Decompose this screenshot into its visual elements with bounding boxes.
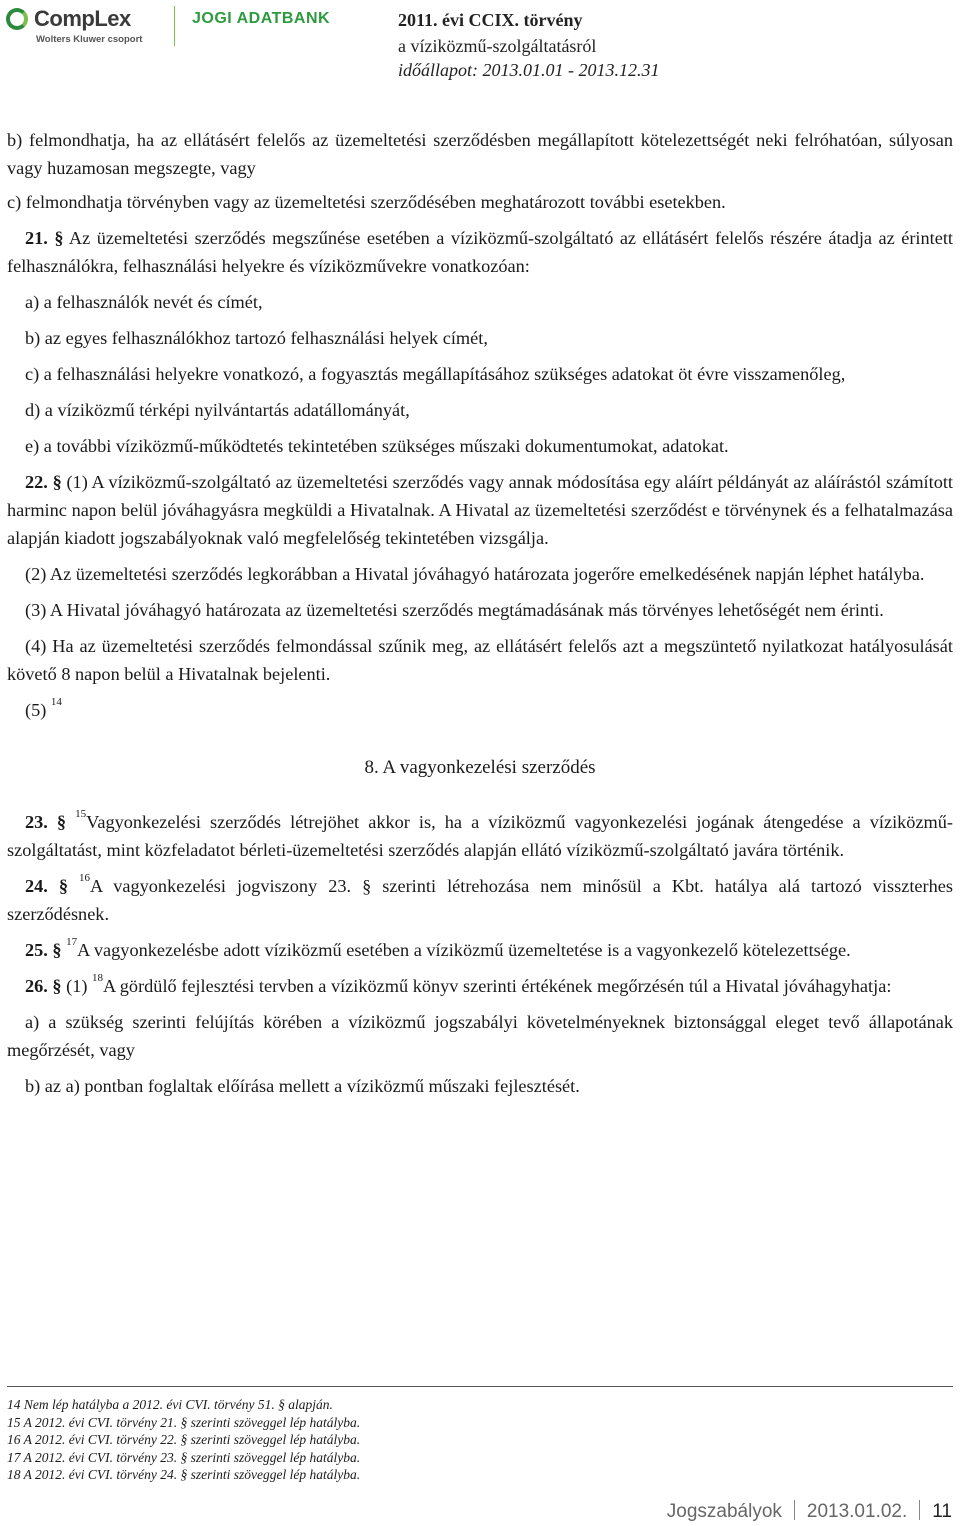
section-22-1 bbox=[7, 468, 953, 552]
section-24-text: A vagyonkezelési jogviszony 23. § szerinti létrehozása nem minősül a Kbt. hatálya alá tartozó visszterhes szerződésnek. bbox=[7, 876, 953, 924]
section-21-d: d) a víziközmű térképi nyilvántartás adatállományát, bbox=[25, 400, 410, 420]
section-25-number: 25. § bbox=[25, 940, 62, 960]
section-22-2: (2) Az üzemeltetési szerződés legkorábban a Hivatal jóváhagyó határozata jogerőre emelkedésének napján léphet hatályba. bbox=[25, 564, 925, 584]
footer-date: 2013.01.02. bbox=[806, 1501, 908, 1522]
section-26-prefix: (1) bbox=[61, 976, 93, 996]
footnote-ref-16[interactable]: 16 bbox=[79, 872, 91, 884]
law-subject: a víziközmű-szolgáltatásról bbox=[398, 36, 597, 56]
section-21-number: 21. § bbox=[25, 228, 64, 248]
section-26-1 bbox=[7, 972, 953, 1000]
footnote-14: 14 Nem lép hatályba a 2012. évi CVI. törvény 51. § alapján. bbox=[7, 1397, 333, 1412]
section-26-a: a) a szükség szerinti felújítás körében a víziközmű jogszabályi követelményeknek biztonsággal eleget tevő állapotának megőrzését, vagy bbox=[7, 1012, 953, 1060]
footnote-15: 15 A 2012. évi CVI. törvény 21. § szerinti szöveggel lép hatályba. bbox=[7, 1414, 361, 1430]
law-title: 2011. évi CCIX. törvény bbox=[398, 10, 583, 30]
section-22-1-text: (1) A víziközmű-szolgáltató az üzemeltetési szerződés vagy annak módosítása egy aláírt példányát az aláírástól számított harminc napon belül jóváhagyásra megküldi a Hivatalnak. A Hivatal az üzemeltetési szerződést e törvénynek és a felhatalmazása alapján kiadott jogszabályoknak való megfelelőség tekintetében vizsgálja. bbox=[7, 472, 954, 548]
page-number: 11 bbox=[932, 1501, 952, 1522]
complex-logo-subtitle: Wolters Kluwer csoport bbox=[36, 34, 143, 45]
footnote-divider bbox=[7, 1386, 953, 1387]
section-24 bbox=[7, 872, 953, 928]
complex-ring-icon bbox=[6, 8, 28, 30]
section-24-number: 24. § bbox=[25, 876, 69, 896]
section-26-number: 26. § bbox=[25, 976, 62, 996]
footnotes bbox=[7, 1396, 953, 1484]
chapter-title: 8. A vagyonkezelési szerződés bbox=[364, 757, 596, 778]
section-21-e: e) a további víziközmű-működtetés tekintetében szükséges műszaki dokumentumokat, adatokat. bbox=[25, 436, 729, 456]
complex-logo bbox=[6, 6, 166, 50]
section-21-text: Az üzemeltetési szerződés megszűnése esetében a víziközmű-szolgáltató az ellátásért felelős részére átadja az érintett felhasználókra, felhasználási helyekre és víziközművekre vonatkozóan: bbox=[7, 228, 953, 276]
section-21-b: b) az egyes felhasználókhoz tartozó felhasználási helyek címét, bbox=[25, 328, 488, 348]
paragraph-c: c) felmondhatja törvényben vagy az üzemeltetési szerződésében meghatározott további esetekben. bbox=[7, 192, 726, 212]
footer-source: Jogszabályok bbox=[666, 1501, 782, 1522]
section-23-text: Vagyonkezelési szerződés létrejöhet akkor is, ha a víziközmű vagyonkezelési jogának átengedése a víziközmű-szolgáltatást, mint közfeladatot bérleti-üzemeltetési szerződés alapján ellátó víziközmű-szolgáltató javára történik. bbox=[7, 812, 954, 860]
jogi-adatbank-logo: JOGI ADATBANK bbox=[192, 10, 331, 27]
section-22-5 bbox=[7, 696, 953, 724]
footnote-ref-14[interactable]: 14 bbox=[50, 696, 62, 708]
footnote-17: 17 A 2012. évi CVI. törvény 23. § szerinti szöveggel lép hatályba. bbox=[7, 1449, 361, 1465]
section-21-a: a) a felhasználók nevét és címét, bbox=[25, 292, 263, 312]
section-21 bbox=[7, 224, 953, 280]
footnote-16: 16 A 2012. évi CVI. törvény 22. § szerinti szöveggel lép hatályba. bbox=[7, 1432, 361, 1447]
footnote-ref-17[interactable]: 17 bbox=[66, 936, 78, 948]
section-23 bbox=[7, 808, 953, 864]
document-body bbox=[7, 126, 953, 1100]
logo-divider bbox=[174, 6, 175, 46]
section-22-number: 22. § bbox=[25, 472, 62, 492]
section-25 bbox=[7, 936, 953, 964]
section-21-c: c) a felhasználási helyekre vonatkozó, a fogyasztás megállapításához szükséges adatokat öt évre visszamenőleg, bbox=[25, 364, 846, 384]
complex-logo-text: CompLex bbox=[34, 6, 131, 31]
validity-period: időállapot: 2013.01.01 - 2013.12.31 bbox=[398, 60, 660, 80]
footer-separator bbox=[794, 1500, 795, 1520]
section-26-text: A gördülő fejlesztési tervben a víziközmű könyv szerinti értékének megőrzésén túl a Hivatal jóváhagyhatja: bbox=[103, 976, 892, 996]
section-22-5-text: (5) bbox=[25, 700, 51, 720]
paragraph-b: b) felmondhatja, ha az ellátásért felelős az üzemeltetési szerződésben megállapított kötelezettségét neki felróhatóan, súlyosan vagy huzamosan megszegte, vagy bbox=[7, 130, 953, 178]
footnote-ref-15[interactable]: 15 bbox=[75, 808, 87, 820]
section-25-text: A vagyonkezelésbe adott víziközmű esetében a víziközmű üzemeltetése is a vagyonkezelő kötelezettsége. bbox=[77, 940, 851, 960]
footnote-18: 18 A 2012. évi CVI. törvény 24. § szerinti szöveggel lép hatályba. bbox=[7, 1467, 361, 1482]
section-23-number: 23. § bbox=[25, 812, 67, 832]
footnote-ref-18[interactable]: 18 bbox=[92, 972, 104, 984]
page-footer bbox=[667, 1500, 952, 1523]
page-header bbox=[0, 0, 960, 110]
section-26-b: b) az a) pontban foglaltak előírása mellett a víziközmű műszaki fejlesztését. bbox=[25, 1076, 580, 1096]
footer-separator bbox=[919, 1500, 920, 1520]
section-22-3: (3) A Hivatal jóváhagyó határozata az üzemeltetési szerződés megtámadásának más törvényes lehetőségét nem érinti. bbox=[25, 600, 884, 620]
section-22-4: (4) Ha az üzemeltetési szerződés felmondással szűnik meg, az ellátásért felelős azt a megszüntető nyilatkozat hatályosulását követő 8 napon belül a Hivatalnak bejelenti. bbox=[7, 636, 953, 684]
